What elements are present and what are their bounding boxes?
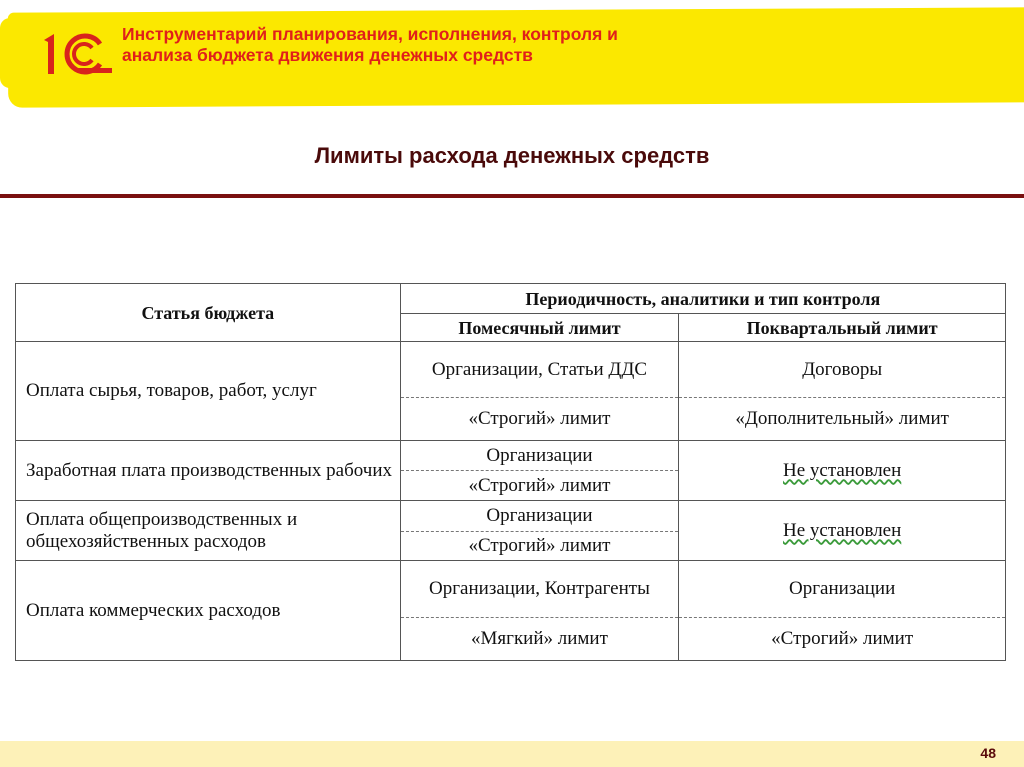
header-band-edge	[0, 18, 30, 88]
quarterly-limit: Не установлен	[783, 519, 902, 541]
budget-item: Оплата коммерческих расходов	[16, 561, 401, 661]
monthly-type: «Строгий» лимит	[400, 398, 679, 441]
footer-band	[0, 741, 1024, 767]
table-row	[16, 342, 1006, 398]
monthly-analytics: Организации	[400, 501, 679, 532]
header-budget-item: Статья бюджета	[16, 284, 401, 342]
slide-title: Лимиты расхода денежных средств	[314, 143, 710, 168]
1c-logo	[40, 30, 112, 78]
quarterly-type: «Дополнительный» лимит	[679, 398, 1006, 441]
quarterly-analytics: Организации	[679, 561, 1006, 618]
monthly-type: «Строгий» лимит	[400, 532, 679, 561]
header-title: Инструментарий планирования, исполнения, контроля и анализа бюджета движения денежных средств	[122, 24, 618, 65]
quarterly-analytics: Договоры	[679, 342, 1006, 398]
table-row	[16, 501, 1006, 532]
title-divider	[0, 194, 1024, 198]
header-quarterly: Поквартальный лимит	[679, 314, 1006, 342]
monthly-type: «Мягкий» лимит	[400, 618, 679, 661]
budget-item: Заработная плата производственных рабочих	[16, 441, 401, 501]
quarterly-limit: Не установлен	[783, 459, 902, 481]
monthly-type: «Строгий» лимит	[400, 471, 679, 501]
quarterly-type: «Строгий» лимит	[679, 618, 1006, 661]
header-monthly: Помесячный лимит	[400, 314, 679, 342]
table-row	[16, 561, 1006, 618]
page-number: 48	[980, 745, 996, 761]
budget-item: Оплата общепроизводственных и общехозяйственных расходов	[16, 501, 401, 561]
header-group: Периодичность, аналитики и тип контроля	[400, 284, 1005, 314]
budget-item: Оплата сырья, товаров, работ, услуг	[16, 342, 401, 441]
monthly-analytics: Организации	[400, 441, 679, 471]
monthly-analytics: Организации, Статьи ДДС	[400, 342, 679, 398]
monthly-analytics: Организации, Контрагенты	[400, 561, 679, 618]
table-row	[16, 441, 1006, 471]
limits-table	[15, 283, 1006, 661]
